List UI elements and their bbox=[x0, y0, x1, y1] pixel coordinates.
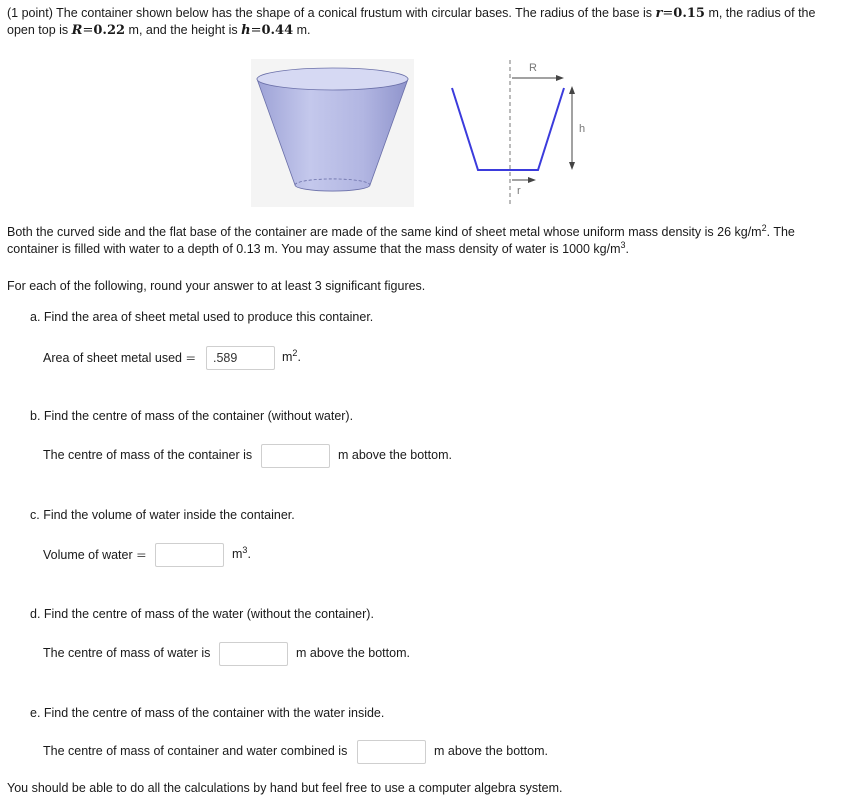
part-a-unit-end: . bbox=[297, 350, 301, 364]
part-c-label bbox=[43, 547, 147, 562]
part-e-question: e. Find the centre of mass of the container with the water inside. bbox=[30, 706, 385, 720]
part-d-question: d. Find the centre of mass of the water (without the container). bbox=[30, 607, 374, 621]
frustum-image bbox=[251, 59, 414, 207]
part-a-unit-text: m bbox=[282, 350, 293, 364]
part-e-unit: m above the bottom. bbox=[434, 744, 548, 758]
points-label: (1 point) bbox=[7, 6, 53, 20]
radius-R-arrowhead bbox=[556, 75, 564, 81]
part-c-unit bbox=[232, 544, 251, 561]
mass-exp-a: 2 bbox=[761, 222, 767, 233]
intro-text-a: The container shown below has the shape of a conical frustum with circular bases. The radius of the base is bbox=[56, 6, 653, 20]
mass-exp-b: 3 bbox=[620, 239, 626, 250]
footer-note: You should be able to do all the calculations by hand but feel free to use a computer algebra system. bbox=[7, 781, 563, 795]
var-R: R bbox=[71, 23, 83, 38]
frustum-top-rim bbox=[257, 68, 408, 90]
part-c-label-text: Volume of water bbox=[43, 548, 133, 562]
var-r: r bbox=[655, 6, 663, 21]
height-arrowhead-top bbox=[569, 86, 575, 94]
part-d-unit: m above the bottom. bbox=[296, 646, 410, 660]
frustum-illustration bbox=[251, 59, 414, 207]
mass-density-paragraph bbox=[7, 224, 835, 258]
part-c-equals: = bbox=[136, 547, 147, 562]
part-b-label: The centre of mass of the container is bbox=[43, 448, 253, 462]
intro-text-b: open top is bbox=[7, 23, 69, 37]
rounding-instruction: For each of the following, round your answer to at least 3 significant figures. bbox=[7, 279, 426, 293]
part-a-label bbox=[43, 350, 196, 365]
label-r: r bbox=[517, 185, 521, 197]
part-c-unit-text: m bbox=[232, 547, 243, 561]
radius-r-arrowhead bbox=[528, 177, 536, 183]
val-R: 0.22 bbox=[93, 23, 126, 38]
part-e-label: The centre of mass of container and water combined is bbox=[43, 744, 348, 758]
mass-text-c: container is filled with water to a depth of 0.13 m. You may assume that the mass density of water is 1000 kg/m bbox=[7, 242, 621, 256]
unit-h: m. bbox=[296, 23, 311, 37]
height-arrowhead-bottom bbox=[569, 162, 575, 170]
eq-h: = bbox=[250, 23, 262, 38]
part-b-question: b. Find the centre of mass of the container (without water). bbox=[30, 409, 354, 423]
part-c-unit-end: . bbox=[247, 547, 251, 561]
area-input[interactable] bbox=[206, 346, 275, 370]
unit-r: m, the radius of the bbox=[708, 6, 816, 20]
part-a-equals: = bbox=[185, 350, 196, 365]
eq-r: = bbox=[662, 6, 674, 21]
container-com-input[interactable] bbox=[261, 444, 330, 468]
part-a-question: a. Find the area of sheet metal used to produce this container. bbox=[30, 310, 374, 324]
part-c-question: c. Find the volume of water inside the container. bbox=[30, 508, 295, 522]
part-d-label: The centre of mass of water is bbox=[43, 646, 211, 660]
val-r: 0.15 bbox=[673, 6, 705, 21]
water-com-input[interactable] bbox=[219, 642, 288, 666]
label-R: R bbox=[529, 62, 537, 74]
frustum-body bbox=[257, 79, 408, 191]
frustum-profile-diagram bbox=[440, 58, 590, 208]
part-c-unit-exp: 3 bbox=[242, 544, 248, 555]
part-b-unit: m above the bottom. bbox=[338, 448, 452, 462]
profile-outline bbox=[452, 88, 564, 170]
mass-text-d: . bbox=[625, 242, 630, 256]
mass-text-b: . The bbox=[766, 225, 795, 239]
var-h: h bbox=[241, 23, 251, 38]
unit-R: m, and the height is bbox=[128, 23, 238, 37]
label-h: h bbox=[579, 123, 586, 135]
combined-com-input[interactable] bbox=[357, 740, 426, 764]
part-a-unit-exp: 2 bbox=[292, 347, 298, 358]
problem-intro bbox=[7, 5, 835, 39]
part-a-unit bbox=[282, 347, 301, 364]
eq-R: = bbox=[82, 23, 94, 38]
val-h: 0.44 bbox=[261, 23, 294, 38]
mass-text-a: Both the curved side and the flat base of the container are made of the same kind of sheet metal whose uniform mass density is 26 kg/m bbox=[7, 225, 762, 239]
water-volume-input[interactable] bbox=[155, 543, 224, 567]
part-a-label-text: Area of sheet metal used bbox=[43, 351, 182, 365]
